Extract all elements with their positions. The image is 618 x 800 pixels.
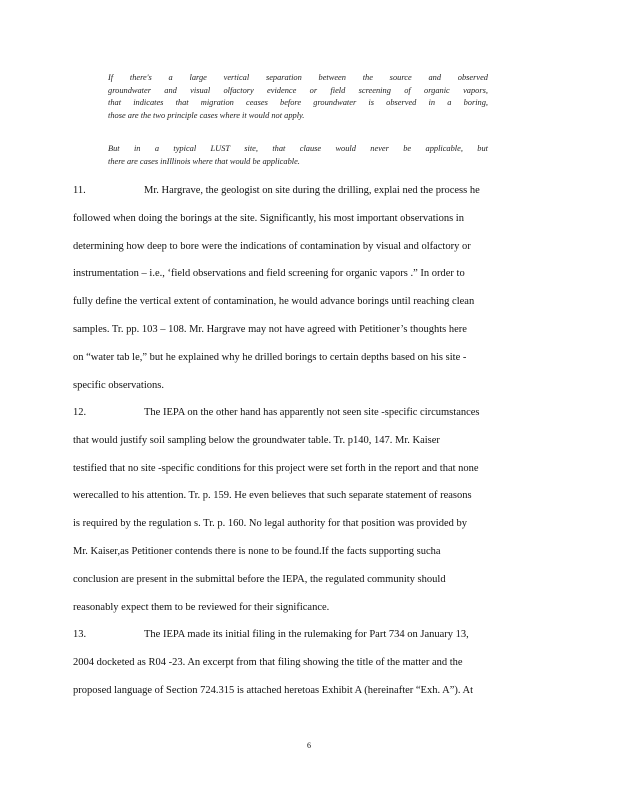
quote-line: groundwater and visual olfactory evidence or field screening of organic vapors,	[108, 85, 488, 95]
paragraph-11	[73, 177, 543, 399]
paragraph-line: specific observations.	[73, 379, 164, 391]
paragraph-number: 12.	[73, 407, 87, 418]
page-number: 6	[307, 741, 311, 750]
paragraph-line: followed when doing the borings at the site. Significantly, his most important observations in	[73, 212, 464, 224]
paragraph-line: conclusion are present in the submittal before the IEPA, the regulated community should	[73, 573, 446, 585]
quoted-testimony-2	[108, 143, 488, 168]
paragraph-line: reasonably expect them to be reviewed for their significance.	[73, 601, 330, 613]
paragraph-line: The IEPA on the other hand has apparently not seen site -specific circumstances	[144, 407, 480, 418]
paragraph-13	[73, 621, 543, 704]
paragraph-number: 13.	[73, 629, 87, 640]
quote-line: If there's a large vertical separation between the source and observed	[108, 73, 488, 82]
quoted-testimony-1	[108, 72, 488, 122]
paragraph-number: 11.	[73, 185, 86, 196]
quote-line: those are the two principle cases where it would not apply.	[108, 110, 305, 120]
paragraph-line: werecalled to his attention. Tr. p. 159. He even believes that such separate statement of reasons	[73, 490, 472, 502]
paragraph-line: is required by the regulation s. Tr. p. 160. No legal authority for that position was provided by	[73, 518, 467, 530]
paragraph-line: instrumentation – i.e., ‘field observations and field screening for organic vapors .” In order to	[73, 268, 465, 280]
paragraph-line: that would justify soil sampling below the groundwater table. Tr. p140, 147. Mr. Kaiser	[73, 434, 440, 446]
paragraph-line: samples. Tr. pp. 103 – 108. Mr. Hargrave may not have agreed with Petitioner’s thoughts here	[73, 323, 467, 335]
quote-line: that indicates that migration ceases before groundwater is observed in a boring,	[108, 98, 488, 108]
paragraph-line: Mr. Hargrave, the geologist on site during the drilling, explai ned the process he	[144, 185, 480, 196]
paragraph-line: fully define the vertical extent of contamination, he would advance borings until reaching clean	[73, 296, 475, 308]
paragraph-line: 2004 docketed as R04 -23. An excerpt from that filing showing the title of the matter and the	[73, 656, 463, 668]
paragraph-line: testified that no site -specific conditions for this project were set forth in the report and that none	[73, 462, 479, 474]
paragraph-12	[73, 399, 543, 621]
paragraph-line: on “water tab le,” but he explained why he drilled borings to certain depths based on his site -	[73, 351, 467, 363]
paragraph-line: The IEPA made its initial filing in the rulemaking for Part 734 on January 13,	[144, 629, 469, 640]
paragraph-line: determining how deep to bore were the indications of contamination by visual and olfactory or	[73, 240, 471, 252]
paragraph-line: Mr. Kaiser,as Petitioner contends there is none to be found.If the facts supporting sucha	[73, 545, 441, 557]
paragraph-line: proposed language of Section 724.315 is attached heretoas Exhibit A (hereinafter “Exh. A”). At	[73, 684, 474, 696]
quote-line: But in a typical LUST site, that clause would never be applicable, but	[108, 144, 488, 153]
quote-line: there are cases inIllinois where that would be applicable.	[108, 156, 300, 166]
